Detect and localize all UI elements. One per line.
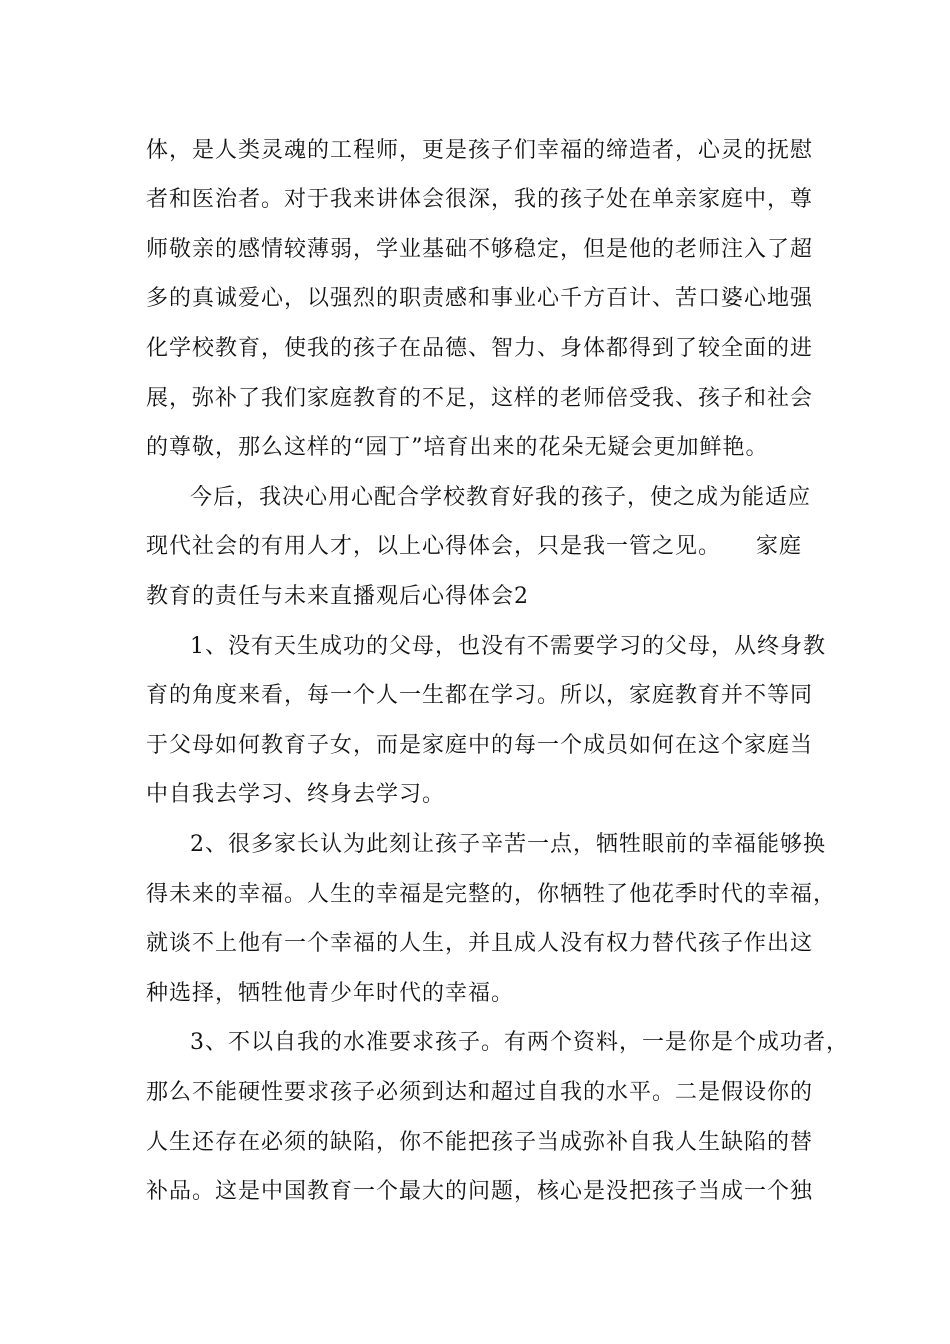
text-line: 师敬亲的感情较薄弱，学业基础不够稳定，但是他的老师注入了超 — [146, 237, 814, 262]
text-line: 种选择，牺牲他青少年时代的幸福。 — [146, 981, 515, 1006]
text-line: 那么不能硬性要求孩子必须到达和超过自我的水平。二是假设你的 — [146, 1080, 814, 1105]
text-line: 中自我去学习、终身去学习。 — [146, 782, 446, 807]
paragraph-first-line: 2、很多家长认为此刻让孩子辛苦一点，牺牲眼前的幸福能够换 — [190, 832, 826, 857]
text-line: 人生还存在必须的缺陷，你不能把孩子当成弥补自我人生缺陷的替 — [146, 1130, 814, 1155]
text-line: 的尊敬，那么这样的“园丁”培育出来的花朵无疑会更加鲜艳。 — [146, 435, 769, 460]
text-line: 育的角度来看，每一个人一生都在学习。所以，家庭教育并不等同 — [146, 683, 814, 708]
text-line: 者和医治者。对于我来讲体会很深，我的孩子处在单亲家庭中，尊 — [146, 187, 814, 212]
text-line: 补品。这是中国教育一个最大的问题，核心是没把孩子当成一个独 — [146, 1179, 814, 1204]
paragraph-first-line: 1、没有天生成功的父母，也没有不需要学习的父母，从终身教 — [190, 634, 826, 659]
text-line: 多的真诚爱心，以强烈的职责感和事业心千方百计、苦口婆心地强 — [146, 286, 814, 311]
text-line: 现代社会的有用人才，以上心得体会，只是我一管之见。 家庭 — [146, 534, 803, 559]
text-line: 得未来的幸福。人生的幸福是完整的，你牺牲了他花季时代的幸福， — [146, 882, 837, 907]
text-line: 化学校教育，使我的孩子在品德、智力、身体都得到了较全面的进 — [146, 336, 814, 361]
text-line: 于父母如何教育子女，而是家庭中的每一个成员如何在这个家庭当 — [146, 733, 814, 758]
paragraph-first-line: 3、不以自我的水准要求孩子。有两个资料，一是你是个成功者， — [190, 1030, 849, 1055]
text-line: 就谈不上他有一个幸福的人生，并且成人没有权力替代孩子作出这 — [146, 931, 814, 956]
text-line: 体，是人类灵魂的工程师，更是孩子们幸福的缔造者，心灵的抚慰 — [146, 138, 814, 163]
section-title: 教育的责任与未来直播观后心得体会2 — [146, 584, 529, 609]
text-line: 展，弥补了我们家庭教育的不足，这样的老师倍受我、孩子和社会 — [146, 386, 814, 411]
paragraph-first-line: 今后，我决心用心配合学校教育好我的孩子，使之成为能适应 — [190, 485, 812, 510]
